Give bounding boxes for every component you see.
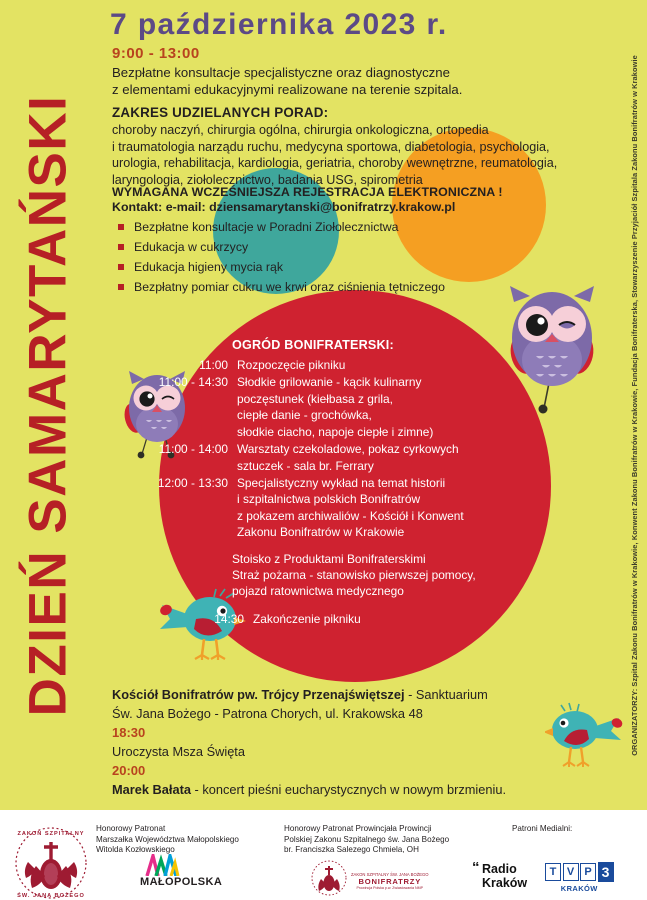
program-description-line: ciepłe danie - grochówka, (237, 408, 372, 423)
program-description-line: i szpitalnictwa polskich Bonifratrów (237, 492, 421, 507)
program-description (237, 441, 482, 474)
bonifratrzy-logo-label (351, 872, 429, 890)
program-description-line: z pokazem archiwaliów - Kościół i Konwent (237, 508, 464, 523)
scope-line-4: laryngologia, ziołolecznictwo, badania USG, spirometria (112, 173, 423, 188)
footer (0, 810, 647, 900)
bonifratrzy-logo-sub-top: ZAKON SZPITALNY ŚW. JANA BOŻEGO (351, 872, 429, 877)
program-description-line: poczęstunek (kiełbasa z grila, (237, 391, 393, 406)
tvp-letter-t: T (545, 863, 561, 881)
registration-notice: WYMAGANA WCZEŚNIEJSZA REJESTRACJA ELEKTRONICZNA ! (112, 185, 503, 199)
patron-2-text (284, 824, 449, 856)
services-bullet-list (112, 220, 572, 299)
bonifratrzy-logo-sub-bottom: Prowincja Polska p.w. Zwiastowania NMP (356, 886, 424, 891)
program-description-line: Słodkie grilowanie - kącik kulinarny (237, 375, 422, 390)
list-item: Bezpłatny pomiar cukru we krwi oraz ciśnienia tętniczego (112, 280, 572, 295)
list-item: Edukacja higieny mycia rąk (112, 260, 572, 275)
patron-1-text (96, 824, 239, 856)
event-lead-line-1: Bezpłatne konsultacje specjalistyczne oraz diagnostyczne (112, 65, 450, 80)
church-address: Św. Jana Bożego - Patrona Chorych, ul. Krakowska 48 (112, 705, 423, 721)
radio-krakow-line-2: Kraków (482, 876, 528, 890)
program-row (152, 357, 482, 373)
poster-vertical-title (0, 0, 96, 810)
patron-1-line-3: Witolda Kozłowskiego (96, 845, 175, 855)
tvp-letter-p: P (580, 863, 596, 881)
list-item: Bezpłatne konsultacje w Poradni Ziołolecznictwa (112, 220, 572, 235)
tvp3-krakow-logo[interactable] (545, 862, 614, 893)
patron-2-line-3: br. Franciszka Salezego Chmiela, OH (284, 845, 419, 855)
program-row (152, 441, 482, 474)
program-extra-line: Straż pożarna - stanowisko pierwszej pomocy, (232, 568, 476, 583)
church-name-line (112, 686, 582, 705)
program-row-closing (152, 611, 482, 627)
program-schedule (152, 338, 482, 627)
tvp3-city-label: KRAKÓW (560, 883, 598, 893)
church-event-2-rest: - koncert pieśni eucharystycznych w nowym brzmieniu. (190, 781, 507, 797)
malopolska-logo-icon (144, 854, 180, 876)
tvp-letter-v: V (563, 863, 579, 881)
tvp-channel-number: 3 (598, 862, 614, 882)
bonifratrzy-logo-icon (311, 860, 347, 896)
organizers-credits-text: ORGANIZATORZY: Szpital Zakonu Bonifratrów w Krakowie, Konwent Zakonu Bonifratrów w Krakowie, Fundacja Bonifraterska, Stowarzyszenie Przyjaciół Szpitala Zakonu Bonifratrów w Krakowie (629, 54, 639, 756)
church-info-block (112, 686, 582, 799)
scope-line-1: choroby naczyń, chirurgia ogólna, chirurgia onkologiczna, ortopedia (112, 123, 489, 137)
media-patrons-label: Patroni Medialni: (512, 824, 573, 833)
event-date: 7 października 2023 r. (110, 8, 448, 41)
program-time: 12:00 - 13:30 (157, 475, 228, 490)
hospital-seal-logo (14, 826, 88, 900)
scope-body (112, 122, 612, 189)
program-description (237, 357, 482, 373)
church-time-1: 18:30 (112, 725, 146, 741)
patron-1-line-1: Honorowy Patronat (96, 824, 166, 833)
list-item: Edukacja w cukrzycy (112, 240, 572, 255)
program-description-line: słodkie ciacho, napoje ciepłe i zimne) (237, 424, 434, 439)
event-time-range: 9:00 - 13:00 (112, 45, 200, 62)
contact-email-line[interactable]: Kontakt: e-mail: dziensamarytanski@bonifratrzy.krakow.pl (112, 200, 456, 214)
program-description: Zakończenie pikniku (253, 611, 361, 626)
church-event-2 (112, 781, 582, 800)
svg-text:ZAKON SZPITALNY: ZAKON SZPITALNY (17, 831, 85, 837)
program-description-line: Zakonu Bonifratrów w Krakowie (237, 525, 405, 540)
svg-text:ŚW. JANA BOŻEGO: ŚW. JANA BOŻEGO (17, 893, 85, 899)
scope-line-2: i traumatologia narządu ruchu, medycyna sportowa, diabetologia, psychologia, (112, 139, 550, 154)
program-row (152, 374, 482, 440)
program-time: 14:30 (214, 611, 244, 626)
program-time: 11:00 - 14:00 (158, 442, 228, 457)
program-extra-line: Stoisko z Produktami Bonifraterskimi (232, 551, 426, 566)
church-event-1: Uroczysta Msza Święta (112, 743, 245, 759)
event-lead-text (112, 64, 542, 99)
bonifratrzy-logo-name: BONIFRATRZY (358, 877, 422, 887)
church-event-2-artist: Marek Bałata (112, 781, 191, 797)
program-extra-line: pojazd ratownictwa medycznego (232, 584, 404, 599)
poster-vertical-title-text: DZIEŃ SAMARYTAŃSKI (18, 94, 78, 716)
scope-heading: ZAKRES UDZIELANYCH PORAD: (112, 105, 329, 120)
patron-2-line-2: Polskiej Zakonu Szpitalnego św. Jana Bożego (284, 834, 450, 844)
radio-krakow-line-1: Radio (482, 862, 517, 876)
program-description-line: Warsztaty czekoladowe, pokaz cyrkowych (237, 442, 459, 457)
radio-krakow-quote-icon: “ (472, 859, 480, 876)
event-lead-line-2: z elementami edukacyjnymi realizowane na terenie szpitala. (112, 82, 463, 98)
program-time: 11:00 (199, 358, 228, 372)
program-description-line: Rozpoczęcie pikniku (237, 358, 346, 372)
program-time: 11:00 - 14:30 (158, 375, 228, 390)
program-description (237, 374, 482, 440)
church-name-rest: - Sanktuarium (404, 687, 488, 702)
tvp3-logo-row (545, 862, 614, 882)
program-description-line: sztuczek - sala br. Ferrary (237, 458, 374, 473)
radio-krakow-logo[interactable] (482, 862, 527, 890)
organizers-credits (621, 0, 647, 810)
program-row (152, 475, 482, 541)
church-time-2: 20:00 (112, 763, 146, 779)
patron-2-line-1: Honorowy Patronat Prowincjała Prowincji (284, 824, 432, 833)
program-extra-attractions (232, 551, 482, 600)
program-description (237, 475, 482, 541)
scope-line-3: urologia, rehabilitacja, kardiologia, geriatria, choroby wewnętrzne, reumatologia, (112, 156, 558, 171)
patron-1-line-2: Marszałka Województwa Małopolskiego (96, 834, 239, 844)
malopolska-logo-label: MAŁOPOLSKA (140, 876, 223, 888)
church-name-bold: Kościół Bonifratrów pw. Trójcy Przenajświętszej (112, 687, 405, 702)
program-description-line: Specjalistyczny wykład na temat historii (237, 475, 446, 490)
program-heading: OGRÓD BONIFRATERSKI: (232, 338, 394, 352)
